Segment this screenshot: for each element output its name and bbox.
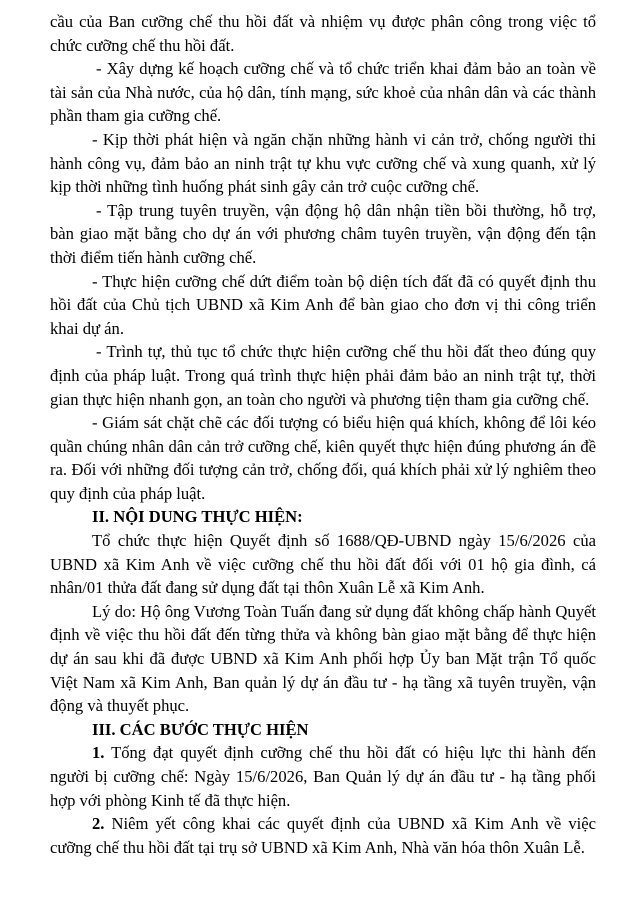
- paragraph-organize: Tổ chức thực hiện Quyết định số 1688/QĐ-UBND ngày 15/6/2026 của UBND xã Kim Anh về việc cưỡng chế thu hồi đất đối với 01 hộ gia đình, cá nhân/01 thửa đất đang sử dụng đất tại thôn Xuân Lễ xã Kim Anh.: [50, 531, 596, 598]
- section-heading-steps: III. CÁC BƯỚC THỰC HIỆN: [92, 719, 309, 739]
- step-1-text: Tống đạt quyết định cưỡng chế thu hồi đất có hiệu lực thi hành đến người bị cưỡng chế: Ngày 15/6/2026, Ban Quản lý dự án đầu tư - hạ tầng phối hợp với phòng Kinh tế đã thực hiện.: [50, 743, 596, 810]
- paragraph-plan: - Xây dựng kế hoạch cưỡng chế và tổ chức triển khai đảm bảo an toàn về tài sản của Nhà nước, của hộ dân, tính mạng, sức khoẻ của nhân dân và các thành phần tham gia cưỡng chế.: [50, 59, 596, 126]
- paragraph-procedure: - Trình tự, thủ tục tổ chức thực hiện cưỡng chế thu hồi đất theo đúng quy định của pháp luật. Trong quá trình thực hiện phải đảm bảo an ninh trật tự, thời gian thực hiện nhanh gọn, an toàn cho người và phương tiện tham gia cưỡng chế.: [50, 342, 596, 409]
- section-heading-content: II. NỘI DUNG THỰC HIỆN:: [92, 507, 303, 527]
- step-1-number: 1.: [92, 743, 105, 763]
- step-2-text: Niêm yết công khai các quyết định của UBND xã Kim Anh về việc cưỡng chế thu hồi đất tại trụ sở UBND xã Kim Anh, Nhà văn hóa thôn Xuân Lễ.: [50, 814, 596, 857]
- step-2: [50, 812, 596, 859]
- paragraph-enforce: - Thực hiện cưỡng chế dứt điểm toàn bộ diện tích đất đã có quyết định thu hồi đất của Chủ tịch UBND xã Kim Anh để bàn giao cho đơn vị thi công triển khai dự án.: [50, 271, 596, 338]
- step-2-number: 2.: [92, 814, 105, 834]
- paragraph-prevent: - Kịp thời phát hiện và ngăn chặn những hành vi cản trở, chống người thi hành công vụ, đảm bảo an ninh trật tự khu vực cưỡng chế và xung quanh, xử lý kịp thời những tình huống phát sinh gây cản trở cuộc cưỡng chế.: [50, 129, 596, 197]
- step-1: [50, 741, 596, 812]
- paragraph-propaganda: - Tập trung tuyên truyền, vận động hộ dân nhận tiền bồi thường, hỗ trợ, bàn giao mặt bằng cho dự án với phương châm tuyên truyền, vận động đến tận thời điểm tiến hành cưỡng chế.: [50, 200, 596, 267]
- paragraph-supervise: - Giám sát chặt chẽ các đối tượng có biểu hiện quá khích, không để lôi kéo quần chúng nhân dân cản trở cưỡng chế, kiên quyết thực hiện đúng phương án đề ra. Đối với những đối tượng cản trở, chống đối, quá khích phải xử lý nghiêm theo quy định của pháp luật.: [50, 413, 596, 503]
- paragraph-reason: Lý do: Hộ ông Vương Toàn Tuấn đang sử dụng đất không chấp hành Quyết định về việc thu hồi đất đến từng thửa và không bàn giao mặt bằng để thực hiện dự án sau khi đã được UBND xã Kim Anh phối hợp Ủy ban Mặt trận Tổ quốc Việt Nam xã Kim Anh, Ban quản lý dự án đầu tư - hạ tầng xã tuyên truyền, vận động và thuyết phục.: [50, 601, 596, 716]
- document-page: [50, 10, 596, 859]
- paragraph-continuation: cầu của Ban cưỡng chế thu hồi đất và nhiệm vụ được phân công trong việc tổ chức cưỡng chế thu hồi đất.: [50, 12, 596, 55]
